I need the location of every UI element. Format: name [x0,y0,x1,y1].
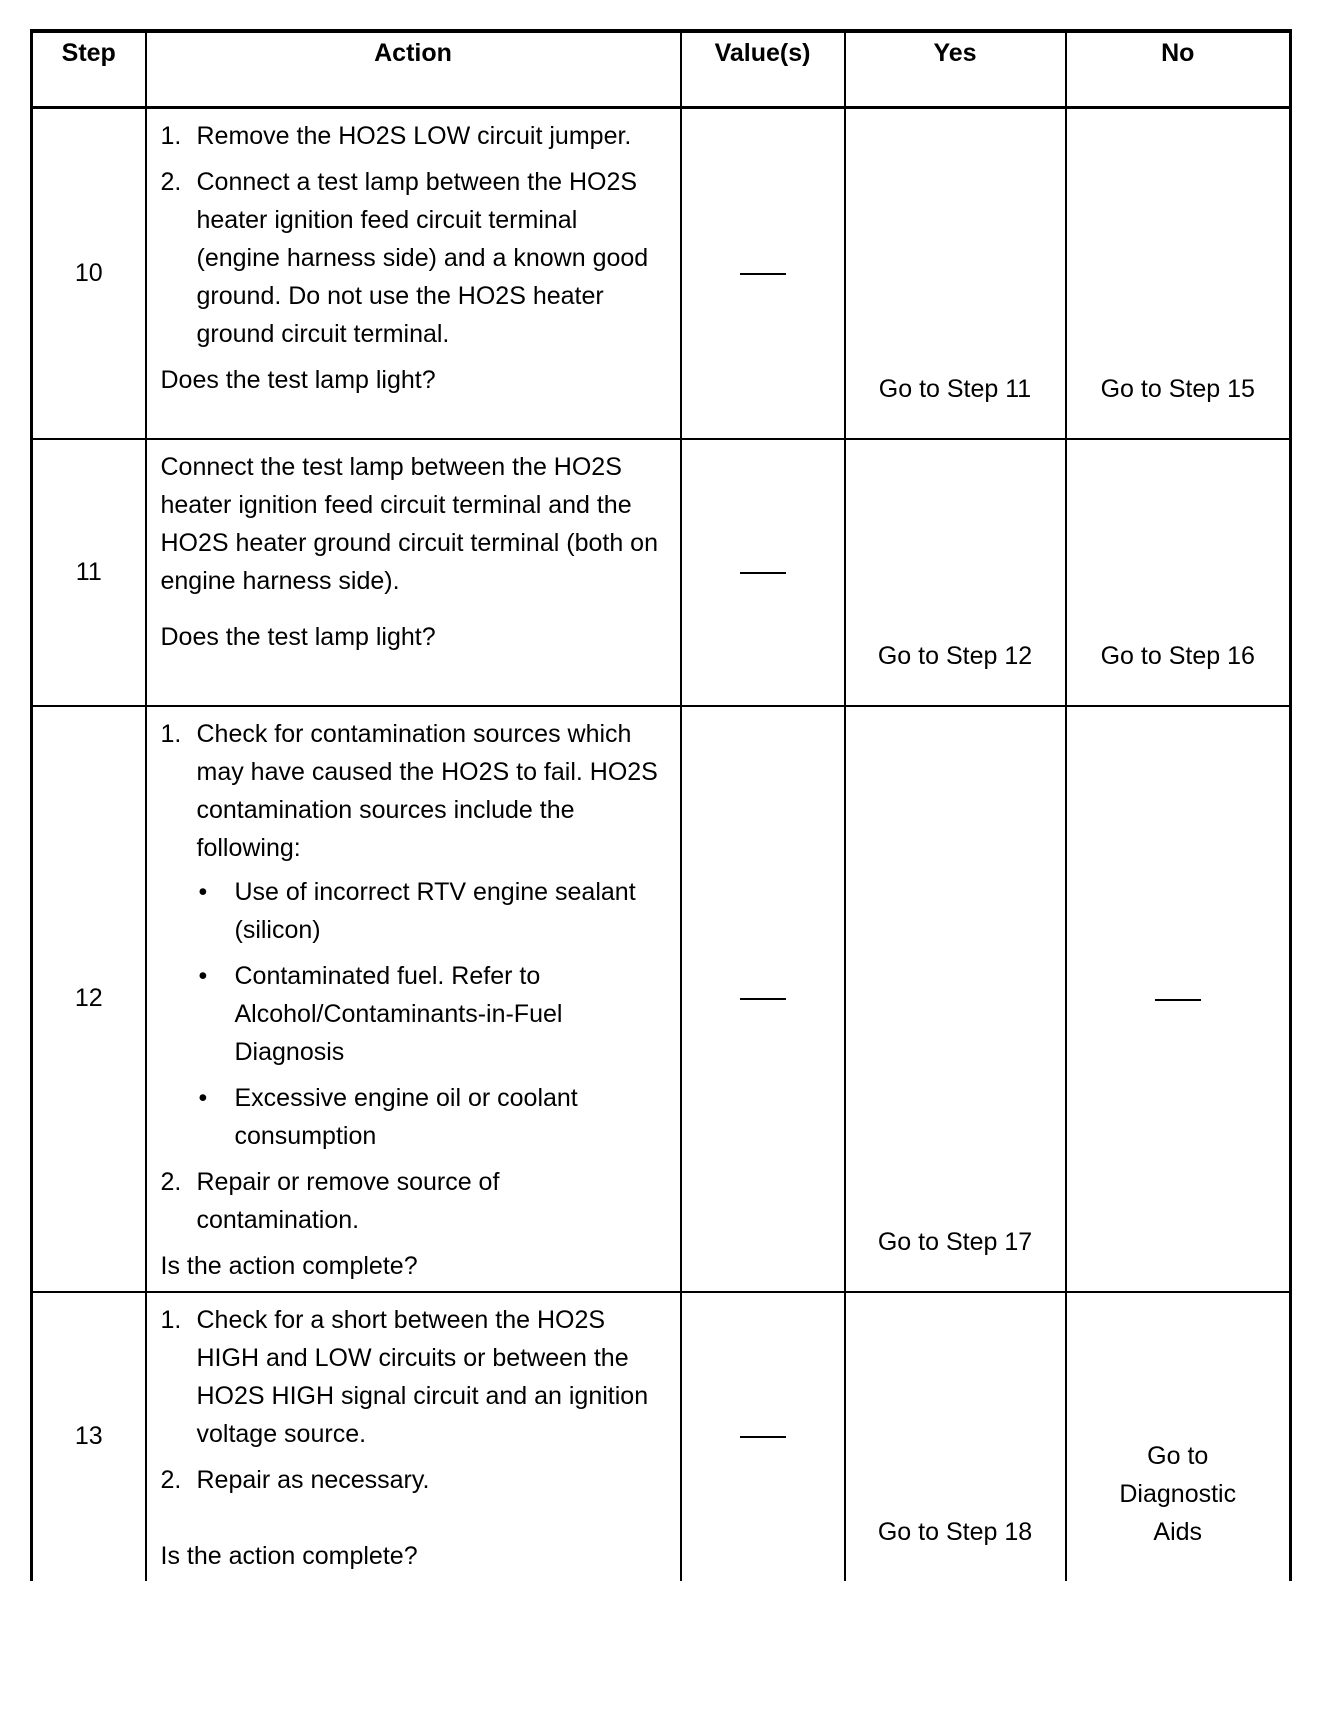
action-cell [146,706,681,1292]
action-question: Is the action complete? [160,1251,418,1280]
action-item: 1. Check for a short between the HO2S HIGH and LOW circuits or between the HO2S HIGH signal circuit and an ignition voltage source. [160,1305,649,1448]
bullet-item: • Excessive engine oil or coolant consumption [198,1083,578,1150]
yes-cell: Go to Step 12 [845,439,1066,706]
no-cell: Go to Step 15 [1066,108,1291,439]
action-item: 1. Check for contamination sources which may have caused the HO2S to fail. HO2S contamination sources include the following: • Use of incorrect RTV engine sealant (silicon) • Contaminated fuel. Refer to Alcohol/Contaminants-in-Fuel Diagnosis • Excessive engine oil or coolant consumption [161,715,668,1155]
yes-cell: Go to Step 17 [845,706,1066,1292]
action-cell [146,108,681,439]
action-question: Does the test lamp light? [160,366,436,394]
action-cell [146,439,681,706]
header-no: No [1066,31,1291,108]
action-item: 1. Remove the HO2S LOW circuit jumper. [160,122,632,150]
header-yes: Yes [845,31,1066,108]
action-question: Is the action complete? [160,1541,418,1570]
empty-value-dash [1155,999,1201,1001]
no-cell [1066,706,1291,1292]
action-item: 2. Connect a test lamp between the HO2S heater ignition feed circuit terminal (engine harness side) and a known good ground. Do not use the HO2S heater ground circuit terminal. [160,168,649,348]
header-row [32,31,1291,108]
table-row [32,439,1291,706]
no-cell: Go to Step 16 [1066,439,1291,706]
action-text: Connect the test lamp between the HO2S heater ignition feed circuit terminal and the HO2S heater ground circuit terminal (both on engine harness side). [160,452,658,595]
empty-value-dash [740,998,786,1000]
action-item: 2. Repair as necessary. [160,1465,430,1494]
table-row [32,1292,1291,1581]
header-values: Value(s) [681,31,845,108]
table-row [32,706,1291,1292]
values-cell [681,439,845,706]
bullet-item: • Contaminated fuel. Refer to Alcohol/Contaminants-in-Fuel Diagnosis [198,961,563,1066]
no-cell [1066,1292,1291,1581]
values-cell [681,706,845,1292]
action-question: Does the test lamp light? [160,622,436,651]
no-cell-text: Go to Diagnostic Aids [1119,1441,1237,1546]
action-item: 2. Repair or remove source of contamination. [160,1167,500,1234]
empty-value-dash [740,1436,786,1438]
action-cell [146,1292,681,1581]
step-number: 10 [32,108,146,439]
empty-value-dash [740,572,786,574]
values-cell [681,1292,845,1581]
yes-cell: Go to Step 18 [845,1292,1066,1581]
empty-value-dash [740,273,786,275]
yes-cell: Go to Step 11 [845,108,1066,439]
step-number: 11 [32,439,146,706]
header-step: Step [32,31,146,108]
diagnostic-table [30,29,1292,1581]
step-number: 13 [32,1292,146,1581]
values-cell [681,108,845,439]
table-row [32,108,1291,439]
header-action: Action [146,31,681,108]
step-number: 12 [32,706,146,1292]
bullet-item: • Use of incorrect RTV engine sealant (silicon) [198,877,636,944]
